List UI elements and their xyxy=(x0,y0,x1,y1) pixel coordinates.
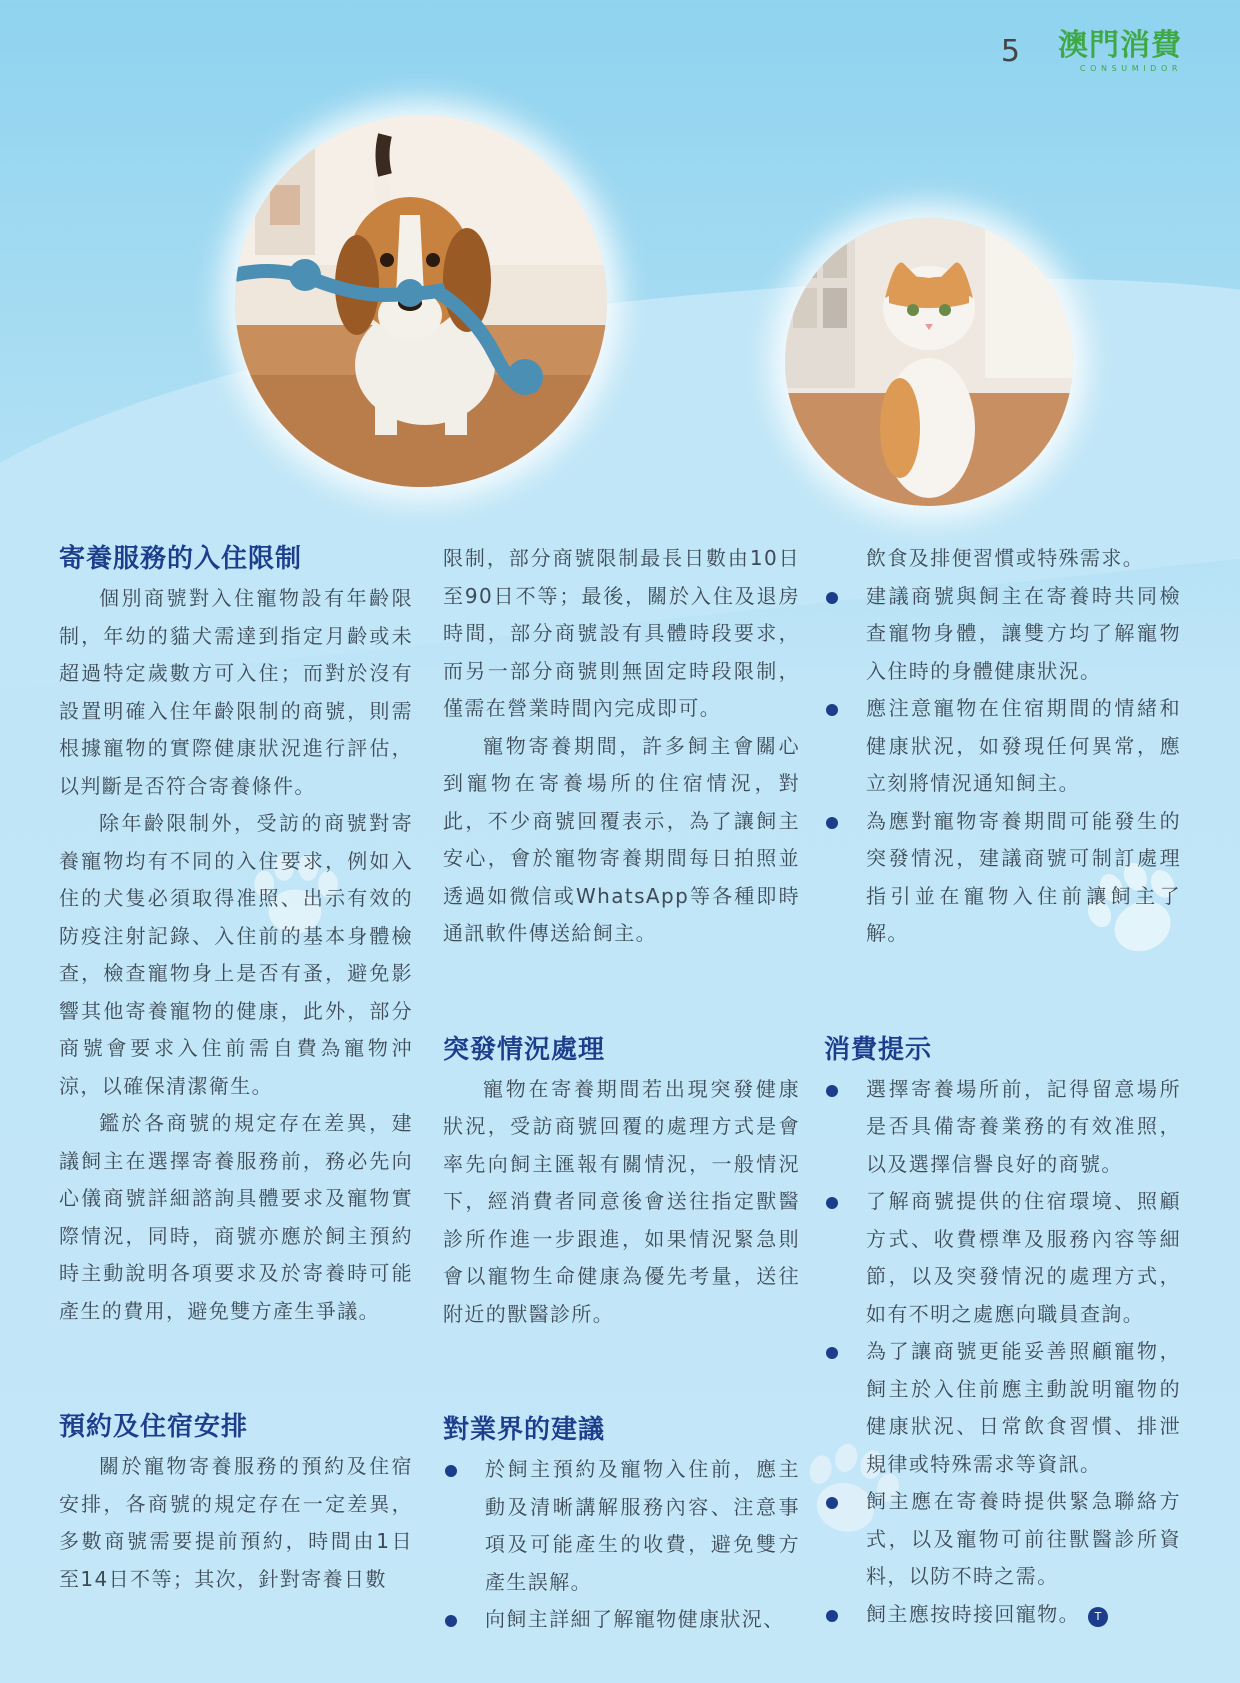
paragraph: 鑑於各商號的規定存在差異，建議飼主在選擇寄養服務前，務必先向心儀商號詳細諮詢具體要求及寵物實際情況，同時，商號亦應於飼主預約時主動說明各項要求及於寄養時可能產生的費用，避免雙方產生爭議。 xyxy=(59,1111,413,1323)
dog-illustration xyxy=(235,115,607,487)
paragraph: 個別商號對入住寵物設有年齡限制，年幼的貓犬需達到指定月齡或未超過特定歲數方可入住；而對於沒有設置明確入住年齡限制的商號，則需根據寵物的實際健康狀況進行評估，以判斷是否符合寄養條件。 xyxy=(59,586,413,798)
paragraph: 寵物寄養期間，許多飼主會關心到寵物在寄養場所的住宿情況，對此，不少商號回覆表示，為了讓飼主安心，會於寵物寄養期間每日拍照並透過如微信或WhatsApp等各種即時通訊軟件傳送給飼主。 xyxy=(443,733,800,945)
section-heading-booking: 預約及住宿安排 xyxy=(59,1412,249,1442)
list-item: 於飼主預約及寵物入住前，應主動及清晰講解服務內容、注意事項及可能產生的收費，避免雙方產生誤解。 xyxy=(443,1451,800,1601)
paragraph: 關於寵物寄養服務的預約及住宿安排，各商號的規定存在一定差異，多數商號需要提前預約，時間由1日至14日不等；其次，針對寄養日數 xyxy=(59,1454,413,1591)
cat-illustration xyxy=(785,218,1073,506)
list-item-text: 飼主應按時接回寵物。 xyxy=(866,1601,1080,1626)
page-header xyxy=(1001,30,1182,73)
list-item: 建議商號與飼主在寄養時共同檢查寵物身體，讓雙方均了解寵物入住時的身體健康狀況。 xyxy=(824,578,1181,691)
column-2 xyxy=(443,540,800,1639)
section-heading-consumer-tips: 消費提示 xyxy=(824,1034,933,1065)
consumer-council-logo xyxy=(1058,30,1182,73)
list-item: 選擇寄養場所前，記得留意場所是否具備寄養業務的有效准照，以及選擇信譽良好的商號。 xyxy=(824,1071,1181,1184)
list-item: 向飼主詳細了解寵物健康狀況、 xyxy=(443,1601,800,1639)
list-item: 為了讓商號更能妥善照顧寵物，飼主於入住前應主動說明寵物的健康狀況、日常飲食習慣、排泄規律或特殊需求等資訊。 xyxy=(824,1333,1181,1483)
list-item xyxy=(824,1596,1181,1634)
end-mark-icon: T xyxy=(1088,1607,1108,1627)
page-number: 5 xyxy=(1000,34,1020,69)
list-item: 應注意寵物在住宿期間的情緒和健康狀況，如發現任何異常，應立刻將情況通知飼主。 xyxy=(824,690,1181,803)
list-item: 為應對寵物寄養期間可能發生的突發情況，建議商號可制訂處理指引並在寵物入住前讓飼主了解。 xyxy=(824,803,1181,953)
paragraph: 寵物在寄養期間若出現突發健康狀況，受訪商號回覆的處理方式是會率先向飼主匯報有關情況，一般情況下，經消費者同意後會送往指定獸醫診所作進一步跟進，如果情況緊急則會以寵物生命健康為優先考量，送往附近的獸醫診所。 xyxy=(443,1076,800,1326)
advice-list xyxy=(443,1451,800,1639)
list-item: 飼主應在寄養時提供緊急聯絡方式，以及寵物可前往獸醫診所資料，以防不時之需。 xyxy=(824,1483,1181,1596)
section-heading-boarding-restrictions: 寄養服務的入住限制 xyxy=(59,544,303,574)
section-heading-industry-advice: 對業界的建議 xyxy=(443,1415,606,1445)
column-3 xyxy=(824,540,1181,1633)
tips-list xyxy=(824,1071,1181,1634)
logo-text: 澳門消費 xyxy=(1058,28,1182,63)
advice-list-continued xyxy=(824,540,1181,953)
list-item: 了解商號提供的住宿環境、照顧方式、收費標準及服務內容等細節，以及突發情況的處理方式，如有不明之處應向職員查詢。 xyxy=(824,1183,1181,1333)
dog-photo xyxy=(235,115,607,487)
paragraph: 除年齡限制外，受訪的商號對寄養寵物均有不同的入住要求，例如入住的犬隻必須取得准照、出示有效的防疫注射記錄、入住前的基本身體檢查，檢查寵物身上是否有蚤，避免影響其他寄養寵物的健康，此外，部分商號會要求入住前需自費為寵物沖涼，以確保清潔衛生。 xyxy=(59,811,413,1098)
cat-photo xyxy=(785,218,1073,506)
section-heading-emergencies: 突發情況處理 xyxy=(443,1034,606,1065)
logo-subtext: CONSUMIDOR xyxy=(1079,64,1182,73)
column-1 xyxy=(59,540,413,1598)
list-item: 飲食及排便習慣或特殊需求。 xyxy=(866,546,1145,570)
paragraph: 限制，部分商號限制最長日數由10日至90日不等；最後，關於入住及退房時間，部分商號設有具體時段要求，而另一部分商號則無固定時段限制，僅需在營業時間內完成即可。 xyxy=(443,546,800,720)
